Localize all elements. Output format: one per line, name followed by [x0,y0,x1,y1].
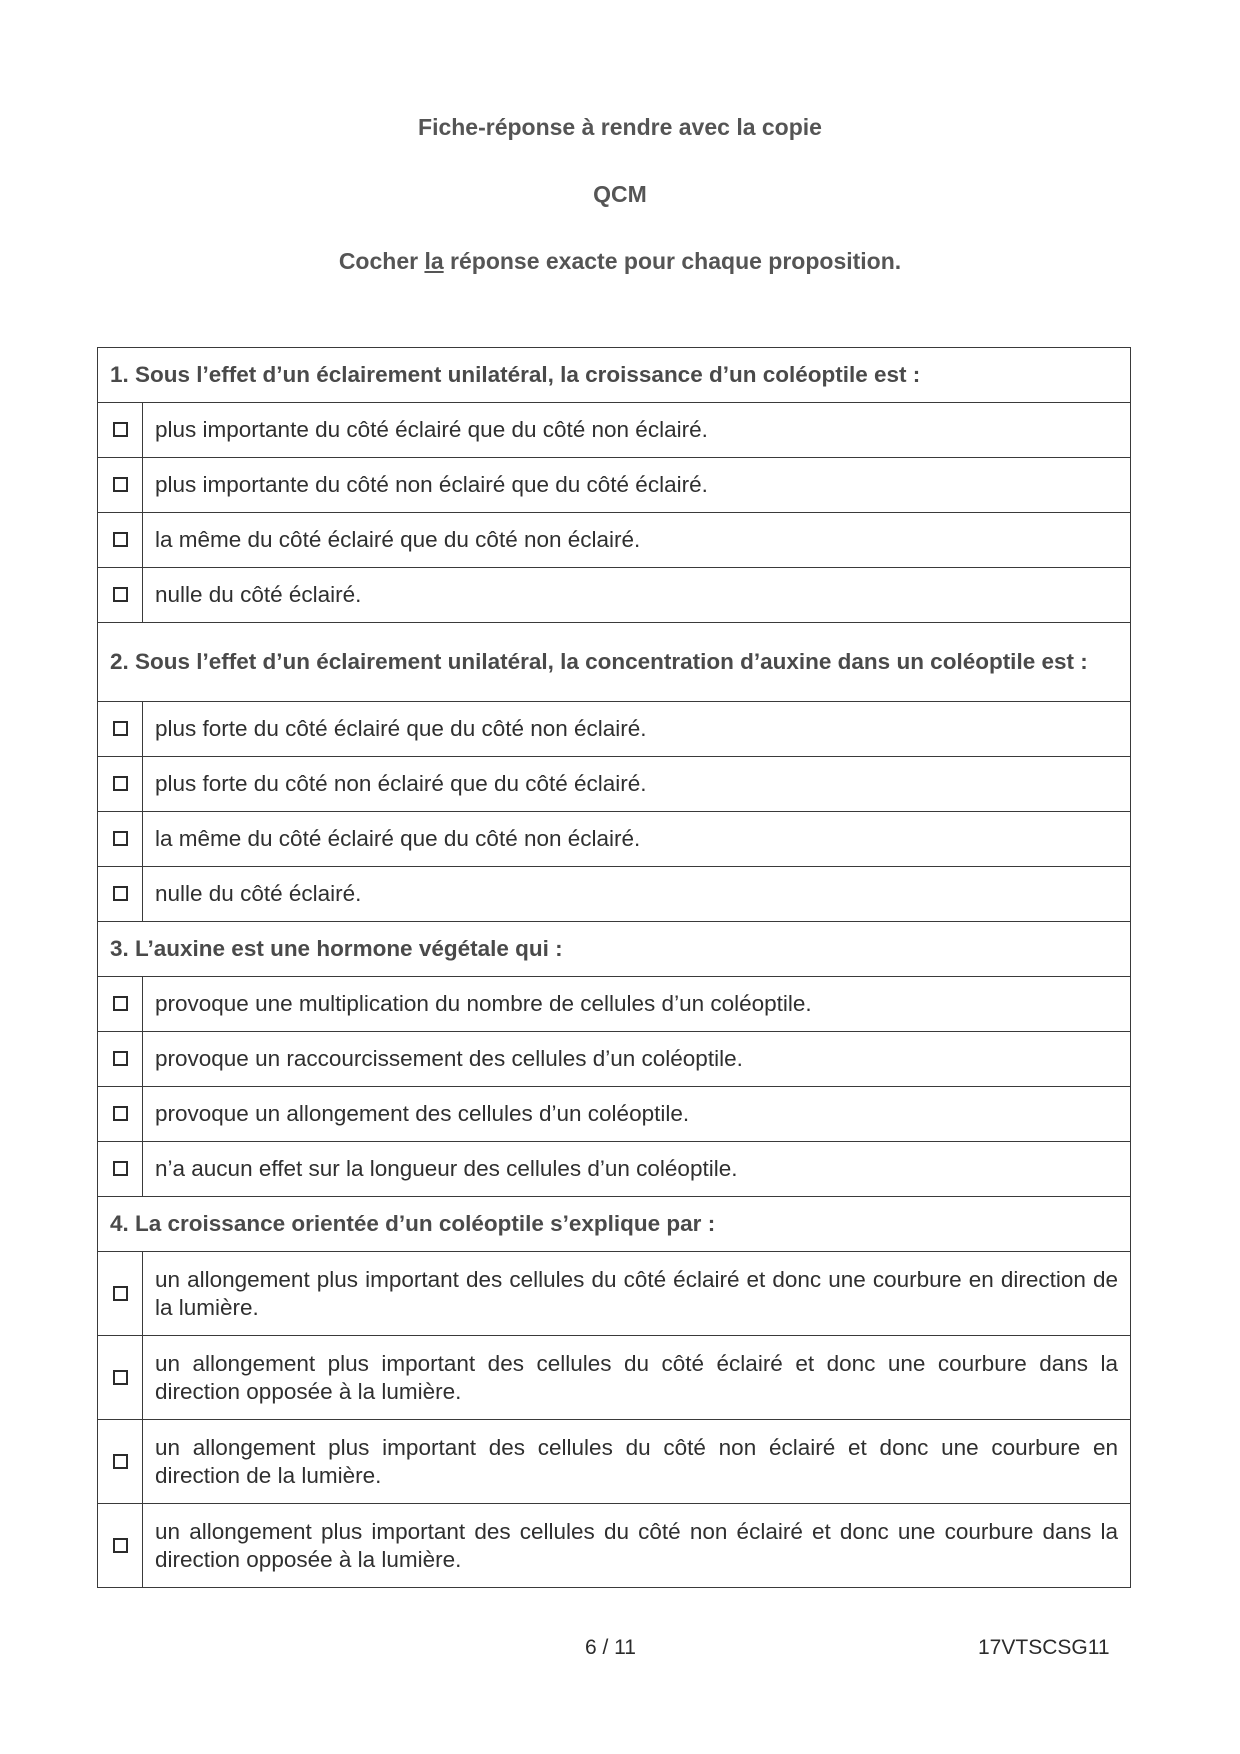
checkbox-cell[interactable] [98,458,143,513]
checkbox[interactable] [113,422,128,437]
option-row[interactable] [98,812,1131,867]
checkbox-cell[interactable] [98,1336,143,1420]
checkbox[interactable] [113,1161,128,1176]
option-text: un allongement plus important des cellules du côté éclairé et donc une courbure en direction de la lumière. [143,1252,1131,1336]
checkbox-cell[interactable] [98,568,143,623]
option-text: un allongement plus important des cellules du côté non éclairé et donc une courbure en direction de la lumière. [143,1420,1131,1504]
checkbox-cell[interactable] [98,977,143,1032]
option-row[interactable] [98,1420,1131,1504]
checkbox-cell[interactable] [98,1420,143,1504]
checkbox-cell[interactable] [98,1087,143,1142]
option-text: provoque une multiplication du nombre de cellules d’un coléoptile. [143,977,1131,1032]
page-number: 6 / 11 [585,1636,636,1659]
checkbox[interactable] [113,1454,128,1469]
option-row[interactable] [98,977,1131,1032]
question-text: 3. L’auxine est une hormone végétale qui : [98,922,1131,977]
instruction-underlined-word: la [424,248,444,274]
option-text: la même du côté éclairé que du côté non éclairé. [143,513,1131,568]
option-row[interactable] [98,1032,1131,1087]
checkbox[interactable] [113,1370,128,1385]
checkbox[interactable] [113,1538,128,1553]
checkbox[interactable] [113,776,128,791]
option-text: un allongement plus important des cellules du côté éclairé et donc une courbure dans la direction opposée à la lumière. [143,1336,1131,1420]
option-text: un allongement plus important des cellules du côté non éclairé et donc une courbure dans la direction opposée à la lumière. [143,1504,1131,1588]
checkbox[interactable] [113,1286,128,1301]
checkbox-cell[interactable] [98,1504,143,1588]
option-row[interactable] [98,458,1131,513]
checkbox[interactable] [113,996,128,1011]
checkbox-cell[interactable] [98,1252,143,1336]
option-text: plus forte du côté non éclairé que du côté éclairé. [143,757,1131,812]
question-row-2 [98,623,1131,702]
question-row-1 [98,348,1131,403]
checkbox-cell[interactable] [98,702,143,757]
option-text: provoque un allongement des cellules d’un coléoptile. [143,1087,1131,1142]
checkbox-cell[interactable] [98,1142,143,1197]
option-text: la même du côté éclairé que du côté non éclairé. [143,812,1131,867]
instruction-suffix: réponse exacte pour chaque proposition. [443,248,902,274]
option-row[interactable] [98,1142,1131,1197]
checkbox[interactable] [113,1051,128,1066]
option-row[interactable] [98,1087,1131,1142]
checkbox[interactable] [113,721,128,736]
checkbox[interactable] [113,831,128,846]
question-row-4 [98,1197,1131,1252]
checkbox[interactable] [113,587,128,602]
option-row[interactable] [98,1252,1131,1336]
option-text: plus forte du côté éclairé que du côté non éclairé. [143,702,1131,757]
question-row-3 [98,922,1131,977]
checkbox-cell[interactable] [98,403,143,458]
option-text: nulle du côté éclairé. [143,568,1131,623]
question-text: 1. Sous l’effet d’un éclairement unilatéral, la croissance d’un coléoptile est : [98,348,1131,403]
document-code: 17VTSCSG11 [978,1636,1110,1659]
checkbox-cell[interactable] [98,513,143,568]
checkbox[interactable] [113,886,128,901]
option-text: n’a aucun effet sur la longueur des cellules d’un coléoptile. [143,1142,1131,1197]
section-title-qcm: QCM [593,181,647,207]
instruction-prefix: Cocher [338,248,425,274]
checkbox[interactable] [113,532,128,547]
option-row[interactable] [98,1504,1131,1588]
option-row[interactable] [98,757,1131,812]
checkbox[interactable] [113,1106,128,1121]
option-row[interactable] [98,403,1131,458]
checkbox-cell[interactable] [98,812,143,867]
question-text: 2. Sous l’effet d’un éclairement unilatéral, la concentration d’auxine dans un coléoptile est : [98,623,1131,702]
option-row[interactable] [98,867,1131,922]
option-text: plus importante du côté non éclairé que du côté éclairé. [143,458,1131,513]
option-row[interactable] [98,513,1131,568]
option-row[interactable] [98,702,1131,757]
option-text: plus importante du côté éclairé que du côté non éclairé. [143,403,1131,458]
qcm-table [97,347,1131,1588]
checkbox-cell[interactable] [98,1032,143,1087]
option-row[interactable] [98,568,1131,623]
checkbox-cell[interactable] [98,867,143,922]
instruction [0,248,1240,275]
page-title: Fiche-réponse à rendre avec la copie [418,114,822,140]
checkbox[interactable] [113,477,128,492]
option-text: provoque un raccourcissement des cellules d’un coléoptile. [143,1032,1131,1087]
checkbox-cell[interactable] [98,757,143,812]
option-row[interactable] [98,1336,1131,1420]
option-text: nulle du côté éclairé. [143,867,1131,922]
question-text: 4. La croissance orientée d’un coléoptile s’explique par : [98,1197,1131,1252]
